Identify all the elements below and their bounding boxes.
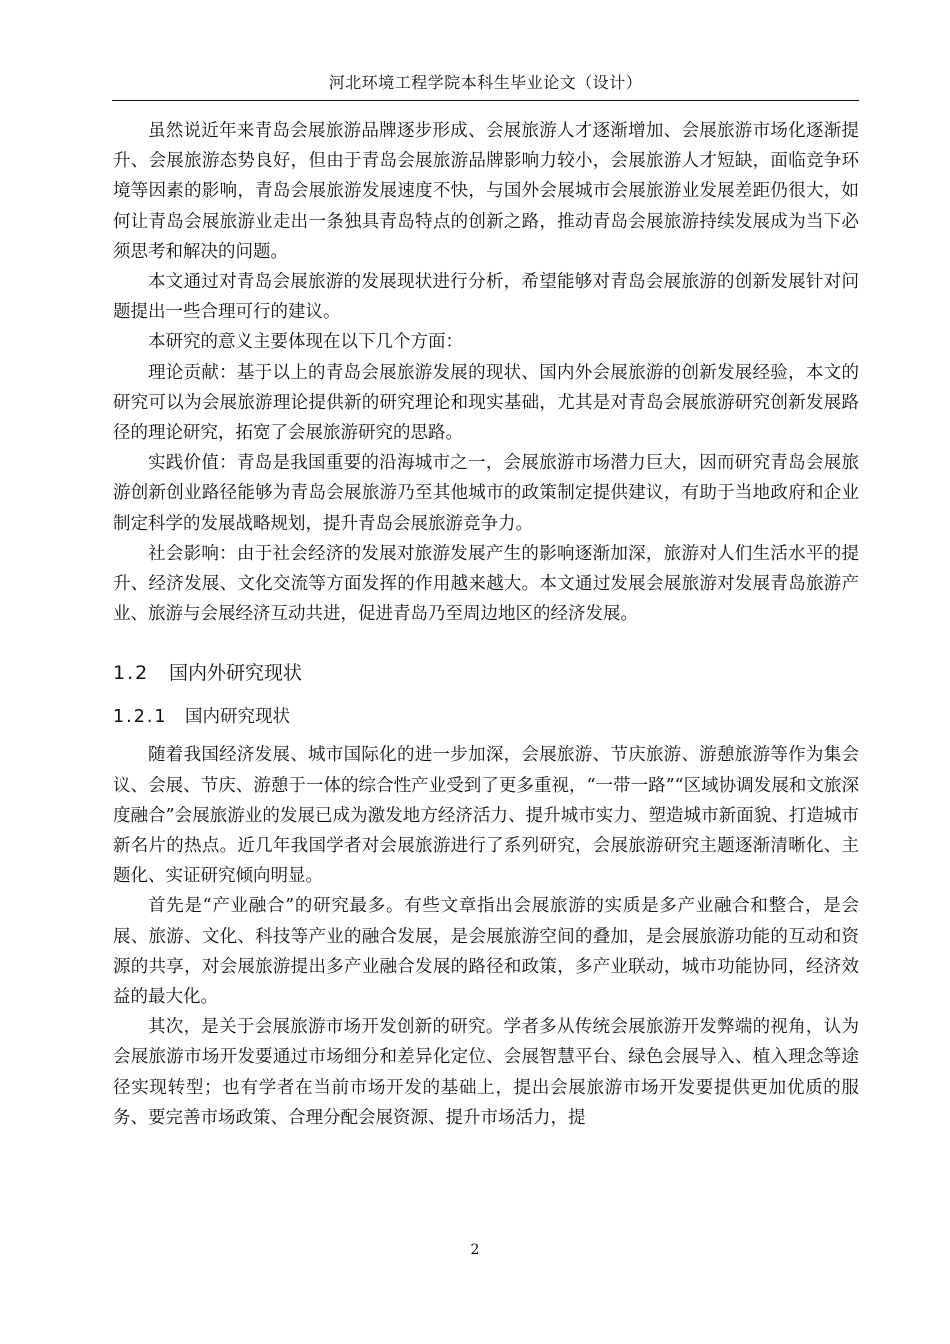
body-paragraph: 其次，是关于会展旅游市场开发创新的研究。学者多从传统会展旅游开发弊端的视角，认为会展旅游市场开发要通过市场细分和差异化定位、会展智慧平台、绿色会展导入、植入理念等途径实现转型；也有学者在当前市场开发的基础上，提出会展旅游市场开发要提供更加优质的服务、要完善市场政策、合理分配会展资源、提升市场活力，提 <box>113 1017 859 1128</box>
page-body <box>113 116 859 1133</box>
page-header-title: 河北环境工程学院本科生毕业论文（设计） <box>328 73 643 92</box>
subsection-number: 1.2.1 <box>113 707 168 728</box>
body-paragraph: 随着我国经济发展、城市国际化的进一步加深，会展旅游、节庆旅游、游憩旅游等作为集会议、会展、节庆、游憩于一体的综合性产业受到了更多重视，“一带一路”“区域协调发展和文旅深度融合”会展旅游业的发展已成为激发地方经济活力、提升城市实力、塑造城市新面貌、打造城市新名片的热点。近几年我国学者对会展旅游进行了系列研究，会展旅游研究主题逐渐清晰化、主题化、实证研究倾向明显。 <box>113 745 859 887</box>
section-heading <box>113 659 859 687</box>
body-paragraph: 理论贡献：基于以上的青岛会展旅游发展的现状、国内外会展旅游的创新发展经验，本文的研究可以为会展旅游理论提供新的研究理论和现实基础，尤其是对青岛会展旅游研究创新发展路径的理论研究，拓宽了会展旅游研究的思路。 <box>113 362 859 444</box>
subsection-title: 国内研究现状 <box>185 707 290 728</box>
body-paragraph: 本研究的意义主要体现在以下几个方面： <box>148 332 463 353</box>
section-title: 国内外研究现状 <box>169 662 303 685</box>
body-paragraph: 社会影响：由于社会经济的发展对旅游发展产生的影响逐渐加深，旅游对人们生活水平的提升、经济发展、文化交流等方面发挥的作用越来越大。本文通过发展会展旅游对发展青岛旅游产业、旅游与会展经济互动共进，促进青岛乃至周边地区的经济发展。 <box>113 543 859 625</box>
body-paragraph: 实践价值：青岛是我国重要的沿海城市之一，会展旅游市场潜力巨大，因而研究青岛会展旅游创新创业路径能够为青岛会展旅游乃至其他城市的政策制定提供建议，有助于当地政府和企业制定科学的发展战略规划，提升青岛会展旅游竞争力。 <box>113 453 859 534</box>
body-paragraph: 虽然说近年来青岛会展旅游品牌逐步形成、会展旅游人才逐渐增加、会展旅游市场化逐渐提升、会展旅游态势良好，但由于青岛会展旅游品牌影响力较小，会展旅游人才短缺，面临竞争环境等因素的影响，青岛会展旅游发展速度不快，与国外会展城市会展旅游业发展差距仍很大，如何让青岛会展旅游业走出一条独具青岛特点的创新之路，推动青岛会展旅游持续发展成为当下必须思考和解决的问题。 <box>113 121 859 262</box>
body-paragraph: 本文通过对青岛会展旅游的发展现状进行分析，希望能够对青岛会展旅游的创新发展针对问题提出一些合理可行的建议。 <box>113 272 859 323</box>
body-paragraph: 首先是“产业融合”的研究最多。有些文章指出会展旅游的实质是多产业融合和整合，是会展、旅游、文化、科技等产业的融合发展，是会展旅游空间的叠加，是会展旅游功能的互动和资源的共享，对会展旅游提出多产业融合发展的路径和政策，多产业联动，城市功能协同，经济效益的最大化。 <box>113 896 859 1008</box>
page-number: 2 <box>470 1242 480 1258</box>
header-divider <box>112 100 859 101</box>
section-number: 1.2 <box>113 662 150 685</box>
subsection-heading <box>113 704 859 730</box>
